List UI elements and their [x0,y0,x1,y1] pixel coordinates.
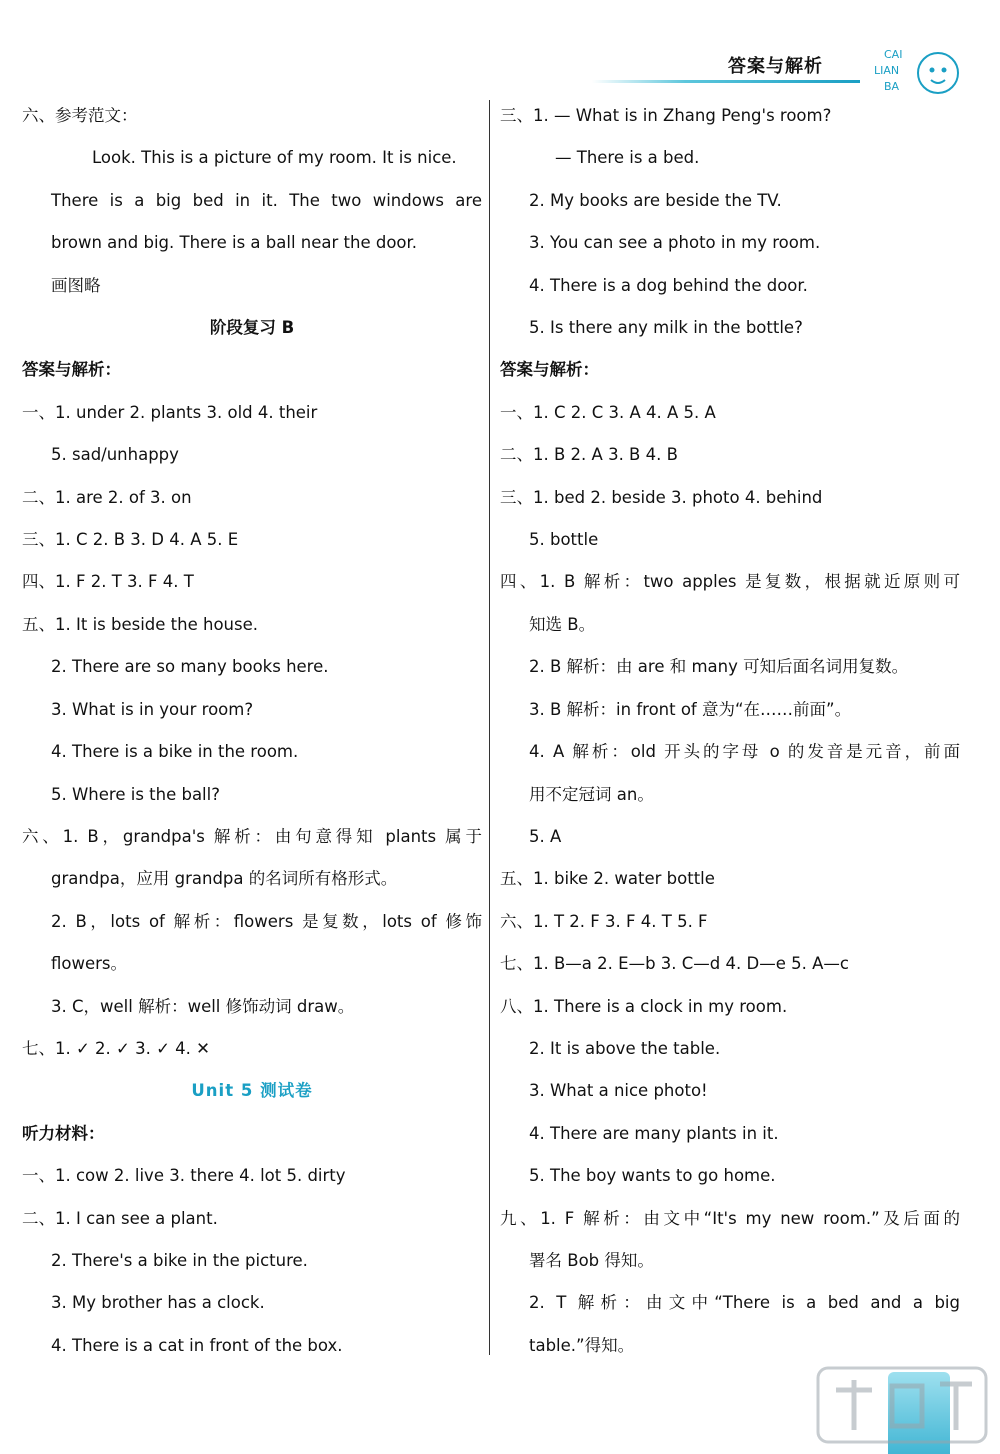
answer-line: 2. There's a bike in the picture. [51,1250,308,1270]
answer-line: 2. It is above the table. [529,1038,721,1058]
answer-line: 3. What a nice photo! [529,1081,708,1101]
answer-line: flowers。 [51,954,128,974]
answer-line: 一、1. under 2. plants 3. old 4. their [22,402,318,422]
answer-line: 4. There are many plants in it. [529,1123,779,1143]
answer-line: 知选 B。 [529,614,596,634]
answer-line: 2. My books are beside the TV. [529,190,782,210]
answer-line: 用不定冠词 an。 [529,784,654,804]
answer-line: 阶段复习 B [209,318,295,338]
answer-line: 七、1. ✓ 2. ✓ 3. ✓ 4. ✕ [22,1038,210,1058]
answer-line: 5. bottle [529,530,599,550]
answer-line: 2. T 解析：由文中“There is a bed and a big [529,1293,960,1313]
answer-line: 3. What is in your room? [51,699,254,719]
answer-line: 4. There is a dog behind the door. [529,275,808,295]
answer-line: — There is a bed. [555,148,700,168]
answer-line: 答案与解析： [22,360,121,380]
header-title: 答案与解析 [728,56,823,77]
answer-line: 4. A 解析：old 开头的字母 o 的发音是元音，前面 [529,742,960,762]
answer-line: Unit 5 测试卷 [191,1081,313,1101]
answer-line: 六、1. B，grandpa's 解析：由句意得知 plants 属于 [22,826,482,846]
svg-text:BA: BA [884,80,900,93]
answer-line: 八、1. There is a clock in my room. [500,996,788,1016]
svg-text:LIAN: LIAN [874,64,900,77]
answer-line: 二、1. B 2. A 3. B 4. B [500,445,678,465]
answer-line: table.”得知。 [529,1335,635,1355]
answer-line: 5. Where is the ball? [51,784,220,804]
answer-line: 五、1. bike 2. water bottle [500,869,715,889]
answer-line: 5. Is there any milk in the bottle? [529,318,803,338]
answer-line: 3. My brother has a clock. [51,1293,265,1313]
answer-line: 三、1. bed 2. beside 3. photo 4. behind [500,487,823,507]
column-divider [489,100,490,1355]
answer-line: 听力材料： [22,1123,105,1143]
answer-line: 九、1. F 解析：由文中“It's my new room.”及后面的 [500,1208,960,1228]
answer-line: 署名 Bob 得知。 [529,1250,654,1270]
answer-line: 5. The boy wants to go home. [529,1166,776,1186]
answer-line: 七、1. B—a 2. E—b 3. C—d 4. D—e 5. A—c [500,954,849,974]
left-column [22,95,482,1367]
answer-line: 画图略 [51,275,101,295]
answer-line: 二、1. are 2. of 3. on [22,487,192,507]
answer-line: 六、1. T 2. F 3. F 4. T 5. F [500,911,708,931]
answer-line: 一、1. cow 2. live 3. there 4. lot 5. dirty [22,1166,346,1186]
answer-line: 5. sad/unhappy [51,445,179,465]
answer-line: 2. B，lots of 解析：flowers 是复数，lots of 修饰 [51,911,482,931]
answer-line: 四、1. B 解析：two apples 是复数，根据就近原则可 [500,572,960,592]
answer-line: 2. There are so many books here. [51,657,329,677]
answer-line: 3. B 解析：in front of 意为“在……前面”。 [529,699,852,719]
answer-line: 4. There is a bike in the room. [51,742,299,762]
right-column [500,95,960,1367]
answer-line: 六、参考范文： [22,106,138,125]
answer-line: 答案与解析： [500,360,599,380]
answer-line: brown and big. There is a ball near the door. [51,233,418,253]
watermark-icon [812,1360,992,1450]
answer-line: 五、1. It is beside the house. [22,614,258,634]
header-rule [592,80,860,83]
answer-line: 5. A [529,826,562,846]
answer-line: 三、1. — What is in Zhang Peng's room? [500,106,832,125]
answer-line: 三、1. C 2. B 3. D 4. A 5. E [22,530,239,550]
answer-line: 3. C，well 解析：well 修饰动词 draw。 [51,996,355,1016]
answer-line: 二、1. I can see a plant. [22,1208,218,1228]
svg-text:CAI: CAI [884,48,903,61]
answer-line: 4. There is a cat in front of the box. [51,1335,343,1355]
answer-line: There is a big bed in it. The two windows are [51,190,482,210]
answer-line: 3. You can see a photo in my room. [529,233,821,253]
answer-line: 2. B 解析：由 are 和 many 可知后面名词用复数。 [529,657,909,677]
answer-line: Look. This is a picture of my room. It is nice. [92,148,457,168]
answer-line: 一、1. C 2. C 3. A 4. A 5. A [500,402,716,422]
answer-line: grandpa，应用 grandpa 的名词所有格形式。 [51,869,398,889]
answer-line: 四、1. F 2. T 3. F 4. T [22,572,194,592]
